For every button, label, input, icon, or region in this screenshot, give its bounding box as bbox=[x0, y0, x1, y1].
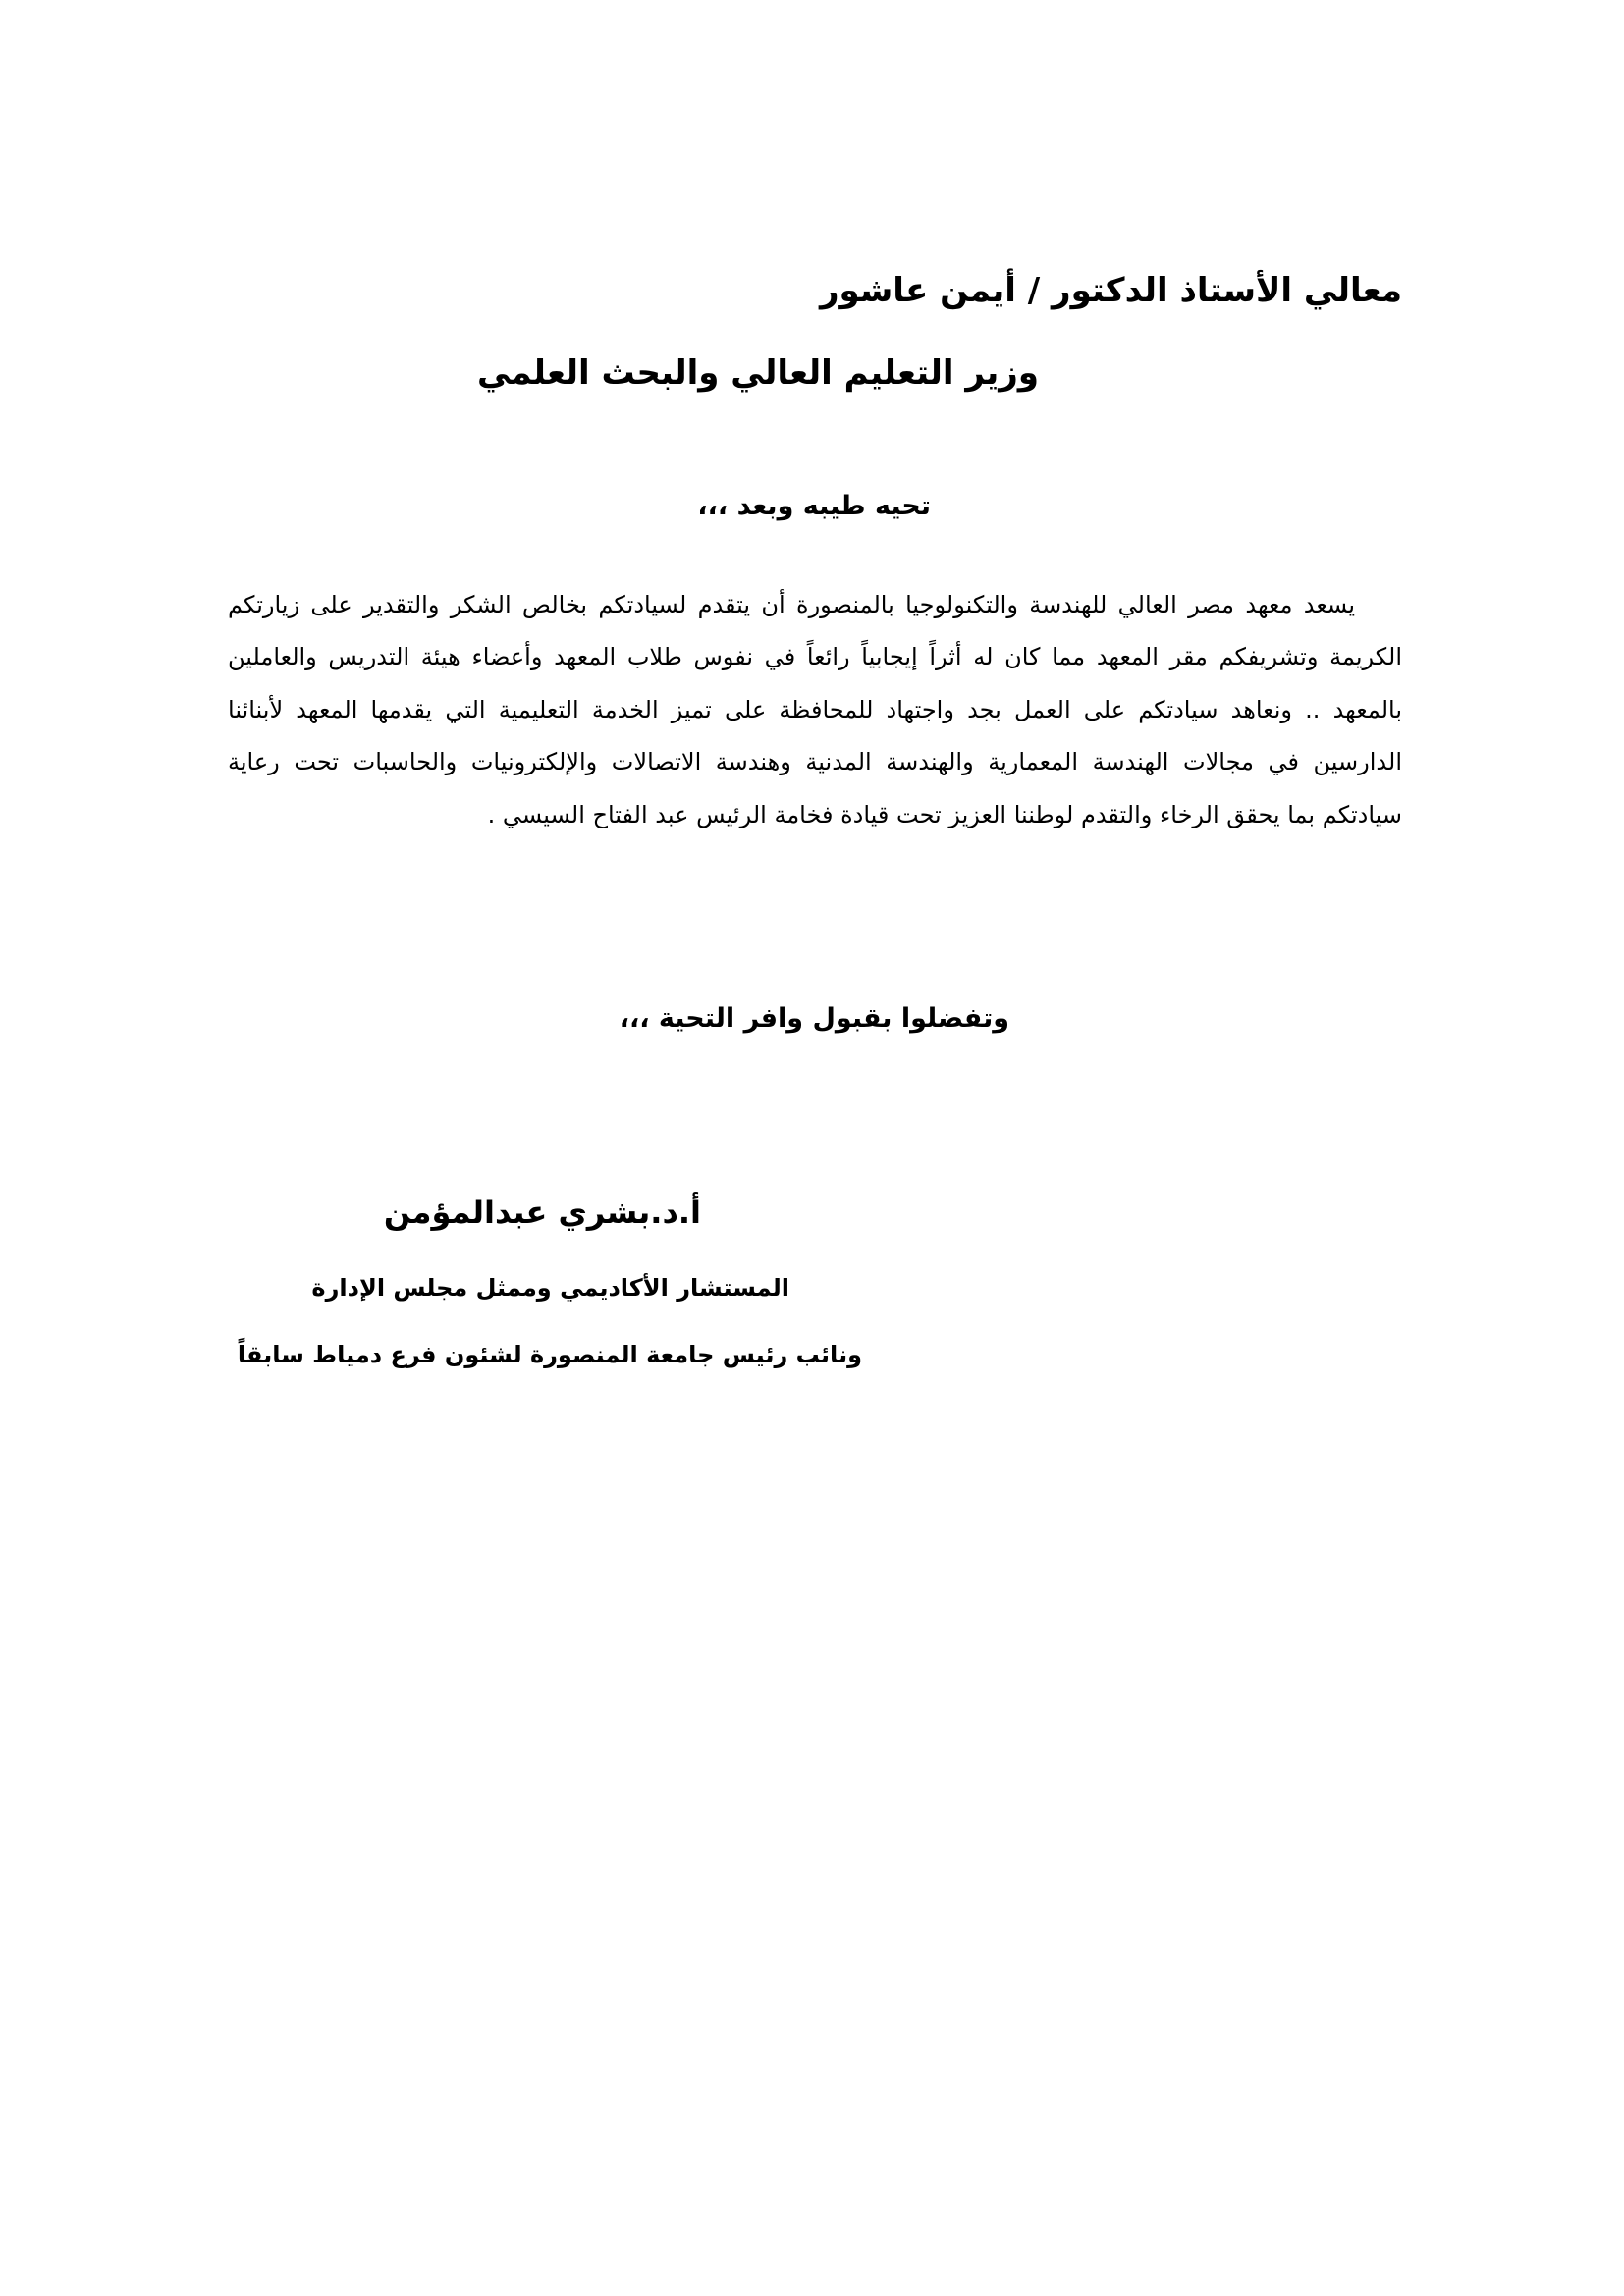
greeting: تحيه طيبه وبعد ،،، bbox=[697, 491, 931, 521]
closing-line: وتفضلوا بقبول وافر التحية ،،، bbox=[619, 1003, 1009, 1034]
addressee-title: وزير التعليم العالي والبحث العلمي bbox=[476, 353, 1039, 393]
addressee-name: معالي الأستاذ الدكتور / أيمن عاشور bbox=[819, 271, 1402, 310]
signatory-previous-role: ونائب رئيس جامعة المنصورة لشئون فرع دمياط سابقاً bbox=[237, 1341, 862, 1368]
signatory-role: المستشار الأكاديمي وممثل مجلس الإدارة bbox=[311, 1274, 789, 1302]
signatory-name: أ.د.بشري عبدالمؤمن bbox=[383, 1194, 701, 1231]
letter-body: يسعد معهد مصر العالي للهندسة والتكنولوجيا بالمنصورة أن يتقدم لسيادتكم بخالص الشكر والتقدير على زيارتكم الكريمة وتشريفكم مقر المعهد مما كان له أثراً إيجابياً رائعاً في نفوس طلاب المعهد وأعضاء هيئة التدريس والعاملين بالمعهد .. ونعاهد سيادتكم على العمل بجد واجتهاد للمحافظة على تميز الخدمة التعليمية التي يقدمها المعهد لأبنائنا الدارسين في مجالات الهندسة المعمارية والهندسة المدنية وهندسة الاتصالات والإلكترونيات والحاسبات تحت رعاية سيادتكم بما يحقق الرخاء والتقدم لوطننا العزيز تحت قيادة فخامة الرئيس عبد الفتاح السيسي . bbox=[228, 591, 1402, 828]
